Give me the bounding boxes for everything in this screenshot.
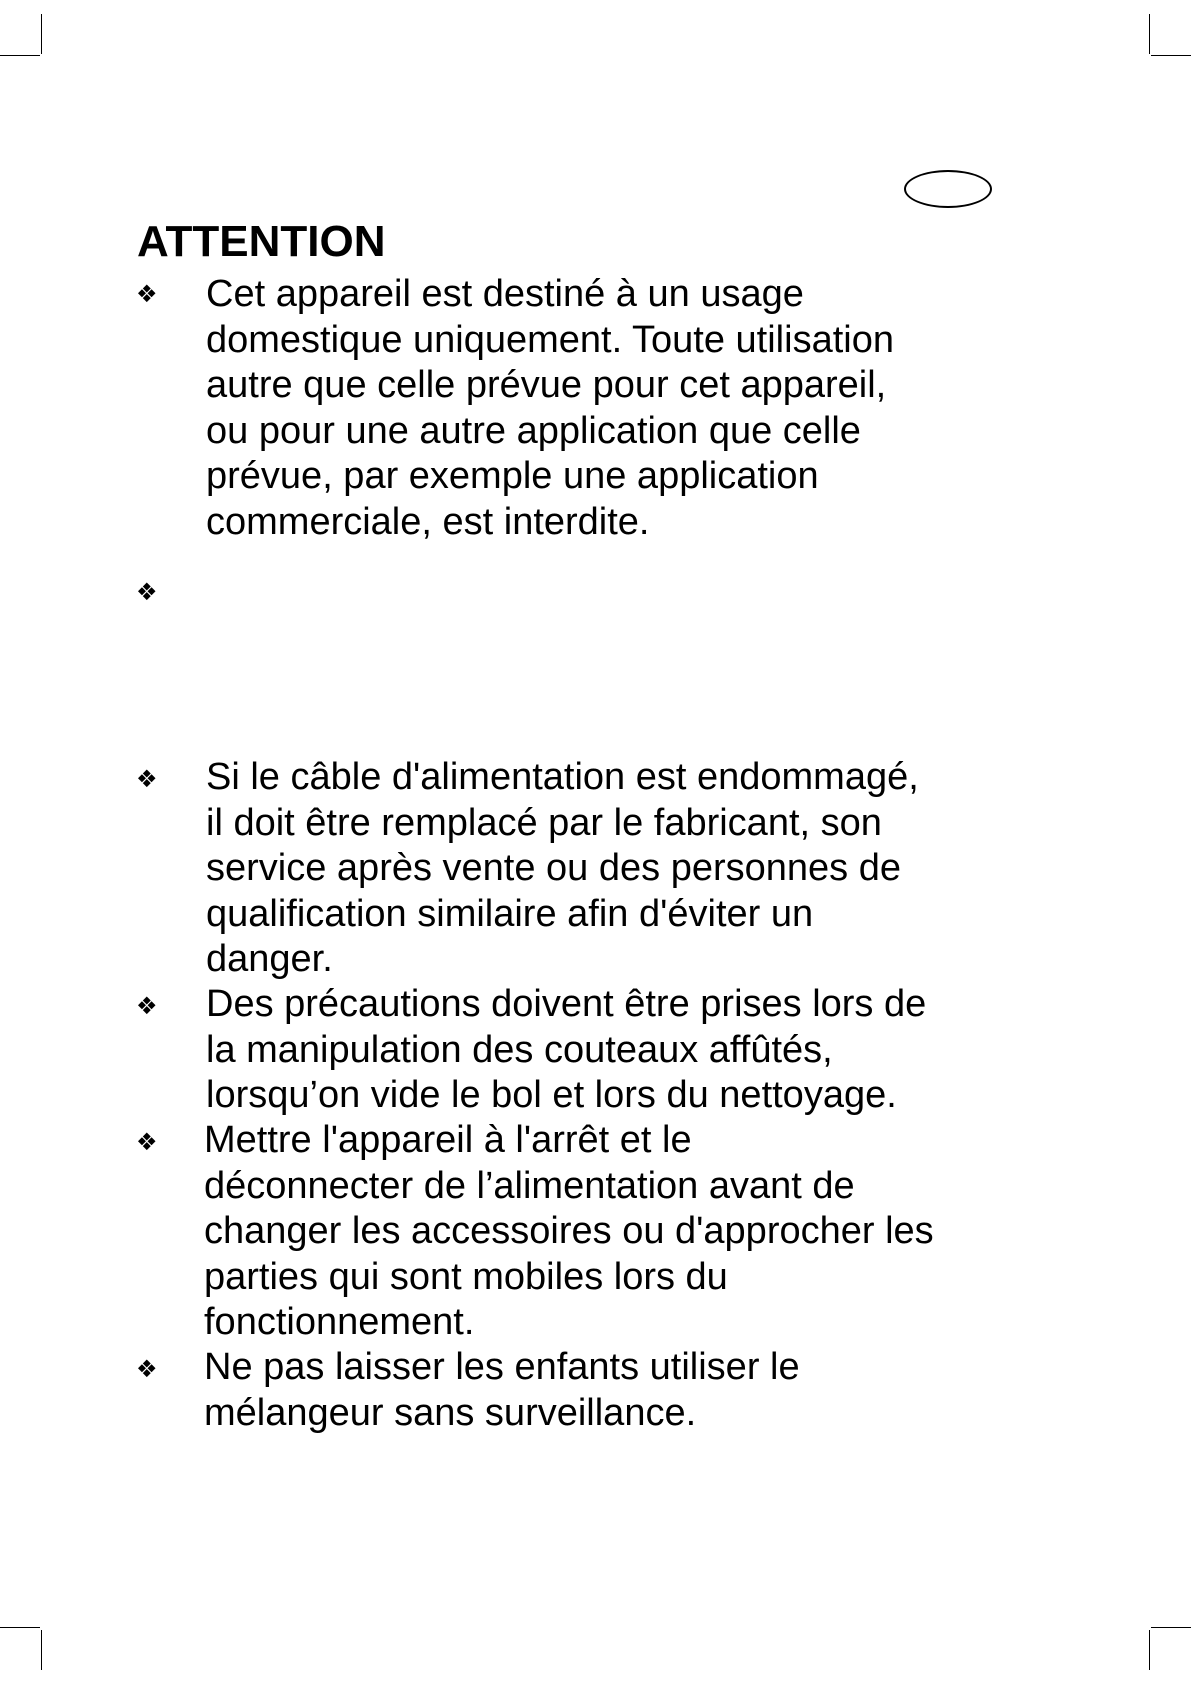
- crop-mark-top-left-h: [0, 55, 40, 56]
- crop-mark-top-left-v: [41, 14, 42, 54]
- crop-mark-bottom-left-h: [0, 1627, 40, 1628]
- four-diamond-bullet-icon: ❖: [136, 1128, 158, 1156]
- four-diamond-bullet-icon: ❖: [136, 765, 158, 793]
- four-diamond-bullet-icon: ❖: [136, 992, 158, 1020]
- crop-mark-bottom-right-h: [1151, 1627, 1191, 1628]
- crop-mark-bottom-left-v: [41, 1630, 42, 1670]
- crop-mark-top-right-h: [1151, 55, 1191, 56]
- page-heading: ATTENTION: [137, 217, 386, 266]
- crop-mark-bottom-right-v: [1149, 1630, 1150, 1670]
- list-item-text: Cet appareil est destiné à un usage domestique uniquement. Toute utilisation autre que celle prévue pour cet appareil, ou pour une autre application que celle prévue, par exemple une application commerciale, est interdite.: [206, 273, 894, 543]
- four-diamond-bullet-icon: ❖: [136, 280, 158, 308]
- list-item-text: Des précautions doivent être prises lors de la manipulation des couteaux affûtés, lorsqu’on vide le bol et lors du nettoyage.: [206, 983, 927, 1116]
- list-item-text: Mettre l'appareil à l'arrêt et le déconnecter de l’alimentation avant de changer les accessoires ou d'approcher les parties qui sont mobiles lors du fonctionnement.: [204, 1119, 934, 1343]
- language-marker-oval: [904, 170, 992, 208]
- list-item-text: Si le câble d'alimentation est endommagé, il doit être remplacé par le fabricant, son service après vente ou des personnes de qualification similaire afin d'éviter un danger.: [206, 756, 919, 980]
- four-diamond-bullet-icon: ❖: [136, 1355, 158, 1383]
- crop-mark-top-right-v: [1149, 14, 1150, 54]
- four-diamond-bullet-icon: ❖: [136, 578, 158, 606]
- list-item-text: Ne pas laisser les enfants utiliser le mélangeur sans surveillance.: [204, 1346, 800, 1434]
